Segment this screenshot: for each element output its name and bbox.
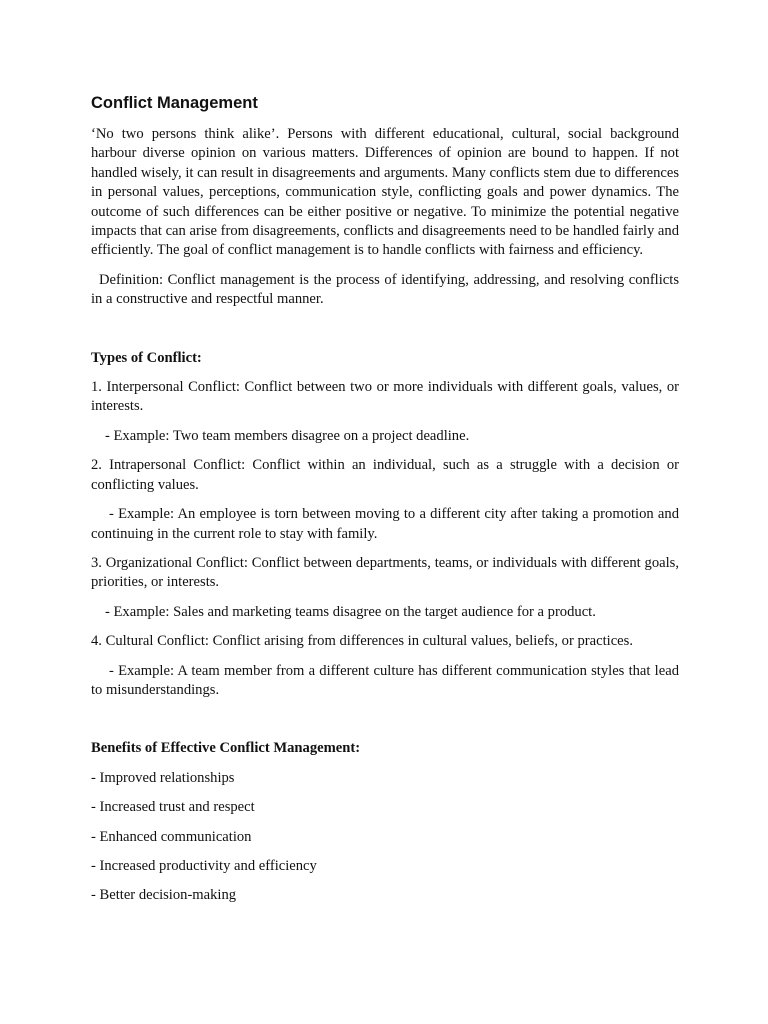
benefit-item: - Enhanced communication [91, 828, 252, 845]
type-item-1: 1. Interpersonal Conflict: Conflict between two or more individuals with different goals, values, or interests. [91, 379, 679, 415]
type-example-1: - Example: Two team members disagree on a project deadline. [105, 427, 470, 444]
type-item-2: 2. Intrapersonal Conflict: Conflict within an individual, such as a struggle with a decision or conflicting values. [91, 457, 679, 493]
page-title: Conflict Management [91, 94, 258, 112]
benefit-item: - Better decision-making [91, 887, 237, 904]
types-heading: Types of Conflict: [91, 349, 202, 366]
intro-paragraph: ‘No two persons think alike’. Persons with different educational, cultural, social background harbour diverse opinion on various matters. Differences of opinion are bound to happen. If not handled wisely, it can result in disagreements and arguments. Many conflicts stem due to differences in personal values, perceptions, communication style, conflicting goals and power dynamics. The outcome of such differences can be either positive or negative. To minimize the potential negative impacts that can arise from disagreements, conflicts and disagreements need to be handled fairly and efficiently. The goal of conflict management is to handle conflicts with fairness and efficiency. [91, 126, 679, 259]
type-example-4: - Example: A team member from a different culture has different communication styles that lead to misunderstandings. [91, 662, 679, 698]
section-spacer [91, 710, 679, 739]
benefit-item: - Improved relationships [91, 769, 235, 786]
document-page [91, 92, 679, 916]
type-item-4: 4. Cultural Conflict: Conflict arising from differences in cultural values, beliefs, or practices. [91, 633, 633, 650]
benefits-heading: Benefits of Effective Conflict Management: [91, 740, 361, 757]
type-example-2: - Example: An employee is torn between moving to a different city after taking a promotion and continuing in the current role to stay with family. [91, 506, 679, 542]
type-item-3: 3. Organizational Conflict: Conflict between departments, teams, or individuals with different goals, priorities, or interests. [91, 554, 679, 591]
benefit-item: - Increased trust and respect [91, 799, 255, 816]
section-spacer [91, 320, 679, 349]
definition-paragraph: Definition: Conflict management is the process of identifying, addressing, and resolving conflicts in a constructive and respectful manner. [91, 271, 679, 308]
type-example-3: - Example: Sales and marketing teams disagree on the target audience for a product. [105, 603, 596, 620]
benefit-item: - Increased productivity and efficiency [91, 857, 317, 874]
